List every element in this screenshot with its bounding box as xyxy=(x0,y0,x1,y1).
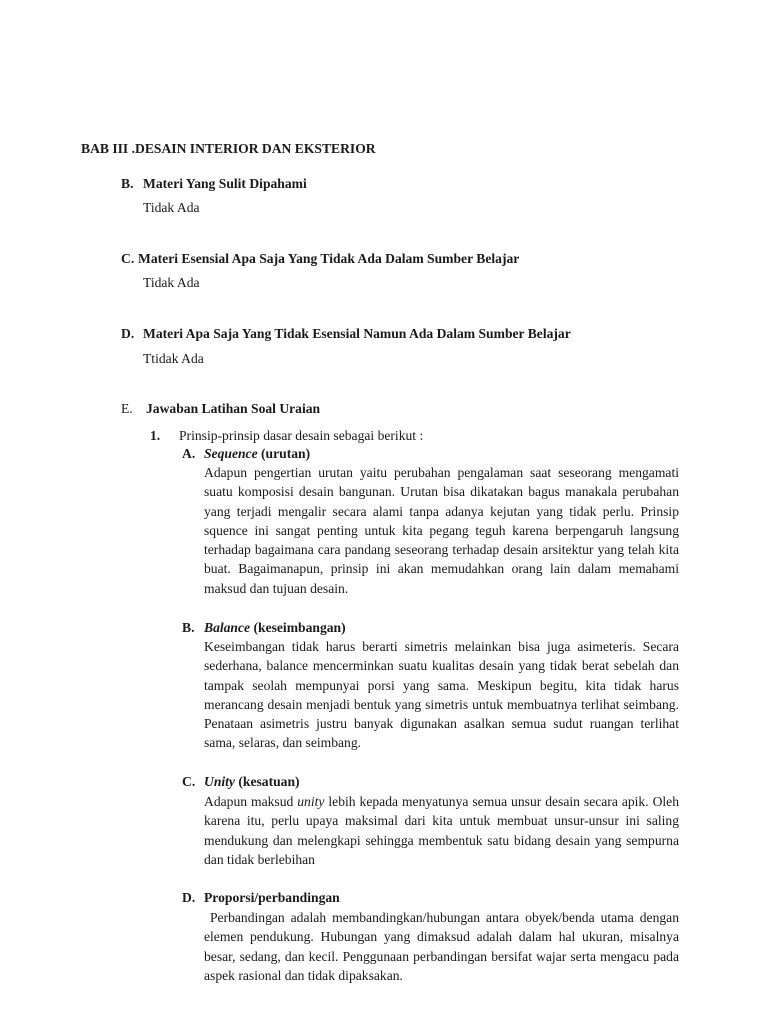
principle-b-heading xyxy=(204,619,346,637)
principle-d-label: D. xyxy=(182,890,196,905)
section-c-answer: Tidak Ada xyxy=(143,275,200,290)
section-d-label: D. xyxy=(121,326,135,341)
principle-c-heading xyxy=(204,773,300,791)
principle-d-body: Perbandingan adalah membandingkan/hubungan antara obyek/benda utama dengan elemen pendukung. Hubungan yang dimaksud adalah dalam hal ukuran, misalnya besar, sedang, dan kecil. Penggunaan perbandingan bersifat wajar serta mengacu pada aspek rasional dan tidak dipaksakan. xyxy=(204,910,679,983)
section-b-answer: Tidak Ada xyxy=(143,200,200,215)
principle-a-heading xyxy=(204,445,310,463)
section-c-label: C. xyxy=(121,251,135,266)
principle-c-translation: (kesatuan) xyxy=(238,774,300,789)
section-c-title: Materi Esensial Apa Saja Yang Tidak Ada Dalam Sumber Belajar xyxy=(138,251,520,266)
section-d-answer: Ttidak Ada xyxy=(143,351,204,366)
principle-a-translation: (urutan) xyxy=(261,446,311,461)
chapter-title: BAB III .DESAIN INTERIOR DAN EKSTERIOR xyxy=(81,141,376,156)
principle-a-term: Sequence xyxy=(204,446,258,461)
section-e-title: Jawaban Latihan Soal Uraian xyxy=(146,401,321,416)
principle-a-body: Adapun pengertian urutan yaitu perubahan pengalaman saat seseorang mengamati suatu komposisi desain bangunan. Urutan bisa dikatakan bagus manakala perubahan yang terjadi mengalir secara alami tanpa adanya kejutan yang tidak perlu. Prinsip squence ini sangat penting untuk kita pegang teguh karena berpengaruh langsung terhadap bagaimana cara pandang seseorang terhadap desain arsitektur yang telah kita buat. Bagaimanapun, prinsip ini akan memudahkan orang lain dalam memahami maksud dan tujuan desain. xyxy=(204,465,679,596)
question-text: Prinsip-prinsip dasar desain sebagai berikut : xyxy=(179,428,424,443)
principle-b-translation: (keseimbangan) xyxy=(253,620,346,635)
principle-c-label: C. xyxy=(182,774,196,789)
section-b-title: Materi Yang Sulit Dipahami xyxy=(143,176,307,191)
principle-c-body-end: lebih kepada menyatunya semua unsur desain secara apik. Oleh karena itu, perlu upaya maksimal dari kita untuk membuat unsur-unsur ini saling mendukung dan melengkapi sehingga membentuk satu bidang desain yang sempurna dan tidak berlebihan xyxy=(204,794,679,867)
question-number: 1. xyxy=(150,428,161,443)
principle-a-label: A. xyxy=(182,446,196,461)
principle-b-body: Keseimbangan tidak harus berarti simetris melainkan bisa juga asimeteris. Secara sederhana, balance mencerminkan suatu kualitas desain yang tidak berat sebelah dan tampak seolah mempunyai porsi yang sama. Meskipun begitu, kita tidak harus merancang desain menjadi bentuk yang simetris untuk membuatnya terlihat seimbang. Penataan asimetris justru banyak digunakan asalkan semua sudut ruangan terlihat sama, selaras, dan seimbang. xyxy=(204,639,679,751)
section-e-label: E. xyxy=(121,401,133,416)
principle-b-term: Balance xyxy=(204,620,251,635)
principle-c-body xyxy=(204,792,679,869)
principle-c-term: Unity xyxy=(204,774,235,789)
principle-b-label: B. xyxy=(182,620,195,635)
principle-d-term: Proporsi/perbandingan xyxy=(204,890,340,905)
section-d-title: Materi Apa Saja Yang Tidak Esensial Namun Ada Dalam Sumber Belajar xyxy=(143,326,571,341)
principle-c-body-start: Adapun maksud xyxy=(204,794,298,809)
section-b-label: B. xyxy=(121,176,134,191)
principle-c-body-italic: unity xyxy=(297,794,325,809)
